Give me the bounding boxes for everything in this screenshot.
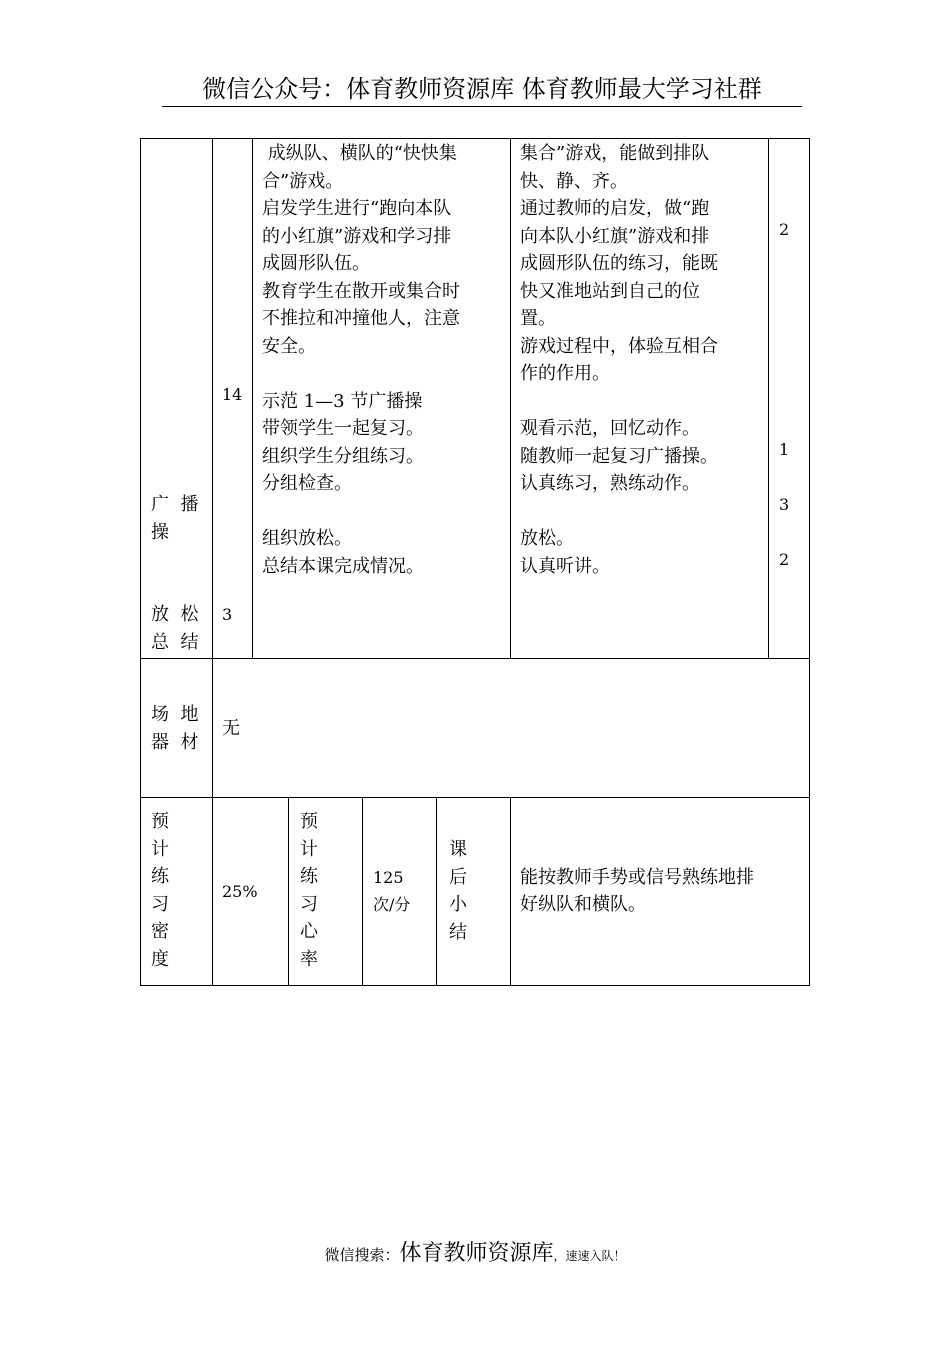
venue-label-2: 器 材 (151, 732, 199, 753)
footer-prefix: 微信搜索： (324, 1246, 400, 1264)
student-line: 放松。 (520, 528, 574, 549)
student-line: 随教师一起复习广播操。 (520, 445, 718, 467)
student-line: 通过教师的启发，做“跑 (520, 198, 710, 219)
teacher-line (262, 360, 460, 388)
student-line: 置。 (520, 308, 556, 329)
student-activity-column (520, 140, 718, 580)
student-line: 认真练习，熟练动作。 (520, 473, 700, 494)
count-value-1: 1 (779, 440, 790, 459)
section-label-relax-2: 总 结 (151, 632, 199, 653)
density-label-char: 度 (151, 948, 169, 970)
density-label-char: 预 (151, 811, 169, 832)
heart-label-char: 心 (300, 921, 318, 942)
page-footer (0, 1236, 950, 1267)
student-line: 集合”游戏，能做到排队 (520, 143, 710, 164)
summary-label-char: 后 (449, 866, 467, 888)
student-line: 作的作用。 (520, 363, 610, 384)
teacher-line: 成圆形队伍。 (262, 253, 370, 274)
summary-label-char: 小 (449, 894, 467, 915)
student-line: 快、静、齐。 (520, 170, 628, 192)
heart-rate-unit: 次/分 (373, 895, 411, 914)
summary-text-1: 能按教师手势或信号熟练地排 (520, 867, 754, 888)
heart-label-char: 习 (300, 893, 318, 915)
student-line: 快又准地站到自己的位 (520, 280, 700, 302)
density-label-char: 练 (151, 866, 169, 887)
heart-label-char: 练 (300, 866, 318, 887)
footer-brand: 体育教师资源库 (399, 1241, 554, 1266)
section-label-broadcast-2: 操 (151, 522, 169, 543)
summary-label-char: 课 (449, 839, 467, 860)
teacher-line: 不推拉和冲撞他人，注意 (262, 308, 460, 329)
teacher-line: 的小红旗”游戏和学习排 (262, 225, 452, 247)
teacher-line: 分组检查。 (262, 473, 352, 494)
student-line: 向本队小红旗”游戏和排 (520, 225, 710, 247)
heart-rate-label (297, 808, 321, 973)
count-value-2b: 2 (779, 550, 790, 569)
summary-text-2: 好纵队和横队。 (520, 894, 646, 915)
student-line: 认真听讲。 (520, 555, 610, 577)
teacher-line: 安全。 (262, 335, 316, 357)
heart-rate-value: 125 (373, 868, 404, 887)
density-value: 25% (222, 882, 258, 901)
density-label (148, 808, 172, 973)
student-line: 游戏过程中，体验互相合 (520, 335, 718, 357)
footer-suffix: ，速速入队！ (553, 1249, 626, 1263)
count-value-2a: 2 (779, 220, 790, 239)
student-line (520, 388, 718, 416)
density-label-char: 密 (151, 921, 169, 942)
teacher-line: 合”游戏。 (262, 170, 344, 192)
section-label-broadcast-1: 广 播 (151, 494, 199, 515)
venue-label-1: 场 地 (151, 704, 199, 725)
teacher-line (262, 498, 460, 526)
heart-label-char: 预 (300, 811, 318, 832)
time-value-14: 14 (222, 385, 243, 404)
teacher-line: 成纵队、横队的“快快集 (262, 143, 457, 164)
student-line: 成圆形队伍的练习，能既 (520, 253, 718, 274)
teacher-activity-column (262, 140, 460, 580)
teacher-line: 示范 1—3 节广播操 (262, 390, 423, 412)
section-label-relax-1: 放 松 (151, 604, 199, 625)
time-value-3: 3 (222, 605, 233, 624)
summary-label (446, 836, 470, 946)
teacher-line: 总结本课完成情况。 (262, 555, 424, 577)
teacher-line: 组织放松。 (262, 528, 352, 549)
venue-value: 无 (222, 718, 240, 739)
student-line: 观看示范，回忆动作。 (520, 418, 700, 439)
density-label-char: 计 (151, 838, 169, 860)
heart-label-char: 率 (300, 948, 318, 970)
density-label-char: 习 (151, 893, 169, 915)
count-value-3: 3 (779, 495, 790, 514)
teacher-line: 组织学生分组练习。 (262, 445, 424, 467)
page-header-title: 微信公众号：体育教师资源库 体育教师最大学习社群 (162, 72, 802, 107)
teacher-line: 启发学生进行“跑向本队 (262, 198, 452, 219)
heart-label-char: 计 (300, 838, 318, 860)
student-line (520, 498, 718, 526)
teacher-line: 带领学生一起复习。 (262, 418, 424, 439)
summary-label-char: 结 (449, 921, 467, 943)
teacher-line: 教育学生在散开或集合时 (262, 280, 460, 302)
